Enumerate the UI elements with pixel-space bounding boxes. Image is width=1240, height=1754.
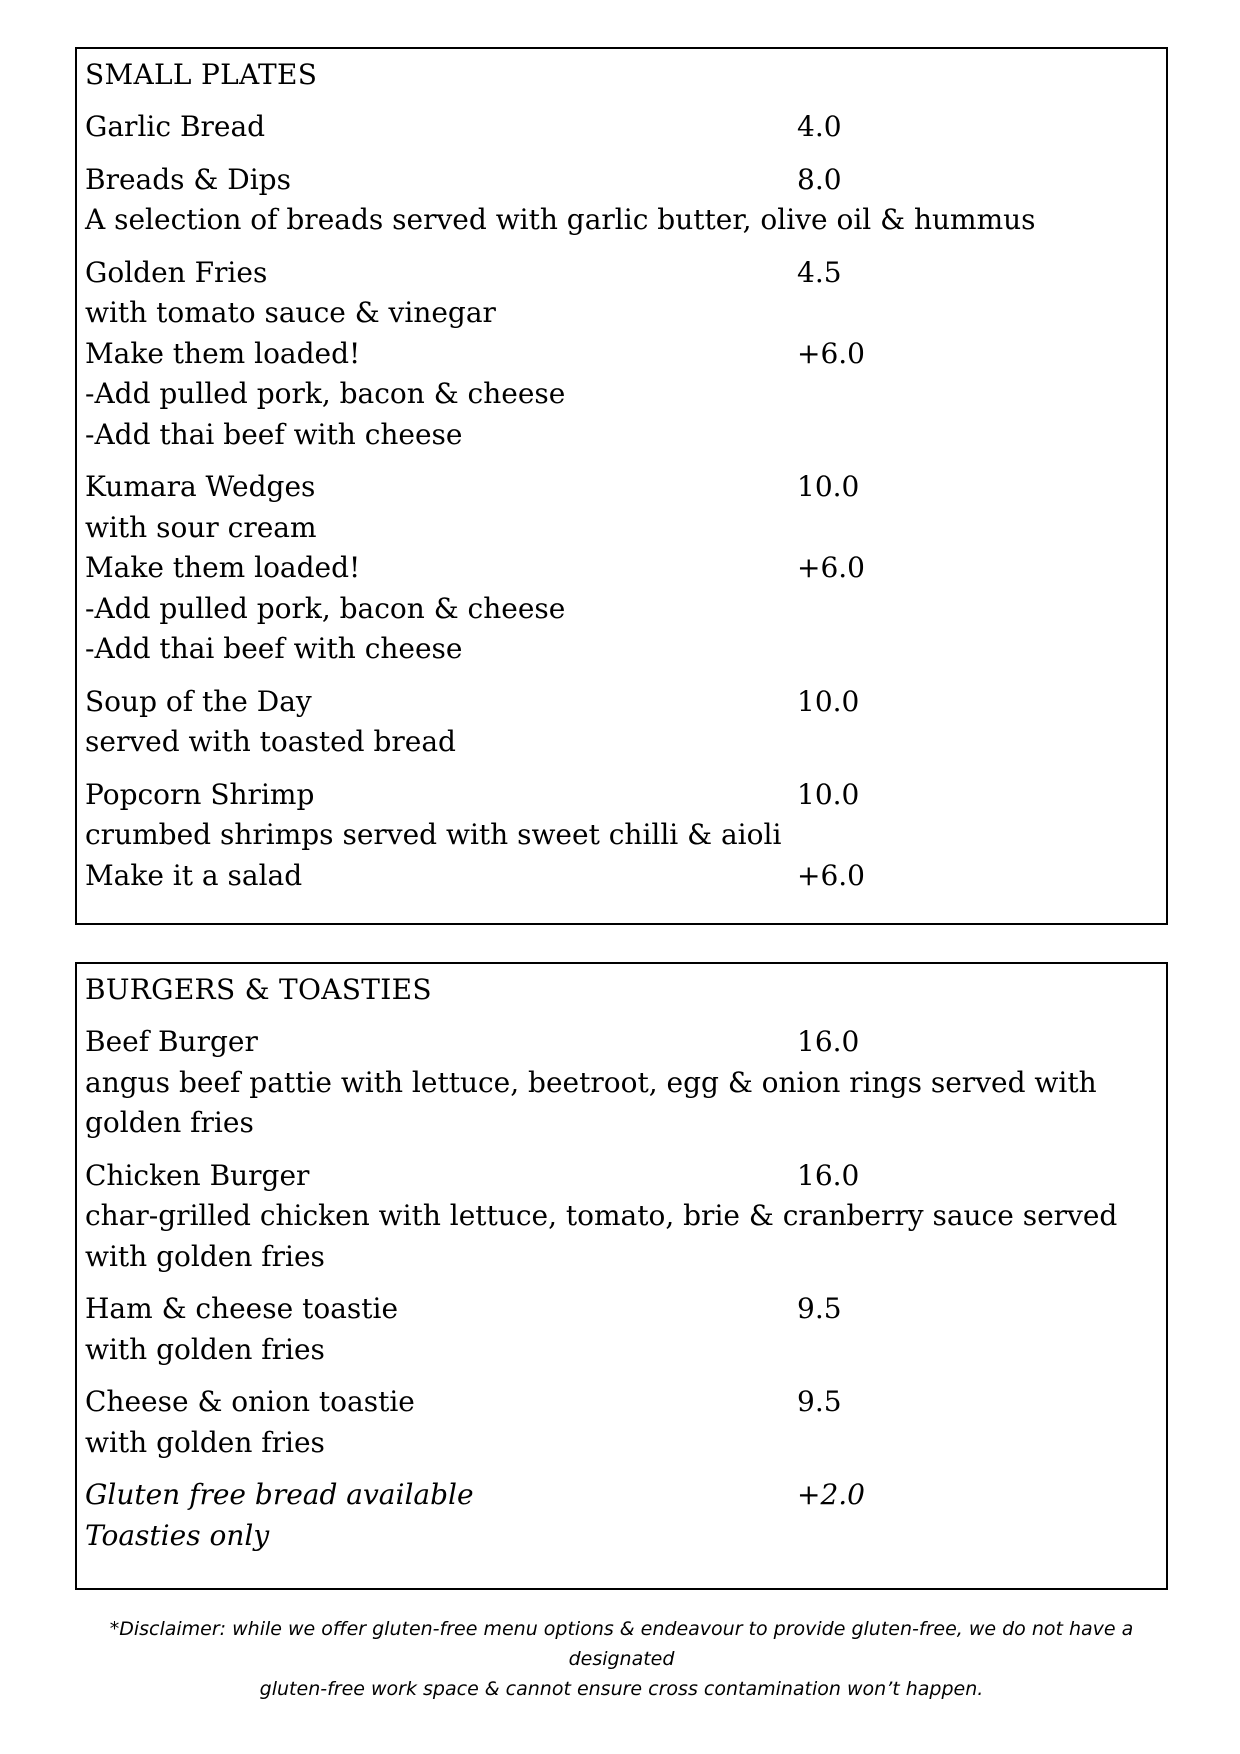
menu-item <box>85 1022 1158 1144</box>
menu-item-text: with golden fries <box>85 1239 325 1273</box>
menu-item-text: -Add thai beef with cheese <box>85 632 463 665</box>
menu-item-detail-row <box>85 1423 1158 1464</box>
menu-item-text: with golden fries <box>85 1332 325 1366</box>
menu-item-name-row <box>85 1289 1158 1330</box>
menu-item-price: 9.5 <box>797 1292 842 1325</box>
menu-item <box>85 1156 1158 1278</box>
small-plates-section <box>75 47 1168 925</box>
menu-item-text: Breads & Dips <box>85 162 291 196</box>
menu-item-text: Chicken Burger <box>85 1158 310 1192</box>
menu-item-detail-row <box>85 856 1158 897</box>
menu-item-list <box>85 1022 1158 1463</box>
menu-item-text: Ham & cheese toastie <box>85 1292 399 1325</box>
menu-item-text: with golden fries <box>85 1425 325 1459</box>
menu-item-price: 10.0 <box>797 684 860 718</box>
menu-item-detail-row <box>85 374 1158 415</box>
menu-item-detail-row <box>85 293 1158 334</box>
menu-item-name-row <box>85 253 1158 294</box>
menu-item-name-row <box>85 160 1158 201</box>
menu-item-detail-row <box>85 1063 1158 1104</box>
menu-item-text: -Add pulled pork, bacon & cheese <box>85 377 566 410</box>
menu-item-price: 16.0 <box>797 1158 860 1192</box>
menu-item-text: Gluten free bread available <box>85 1478 474 1511</box>
menu-item-detail-row <box>85 548 1158 589</box>
disclaimer-line: *Disclaimer: while we offer gluten-free menu options & endeavour to provide gluten-free, we do not have a designated <box>109 1618 1134 1670</box>
menu-item-name-row <box>85 467 1158 508</box>
gluten-free-note <box>85 1475 1158 1556</box>
menu-item <box>85 682 1158 763</box>
menu-item-price: +6.0 <box>797 336 865 370</box>
menu-item-text: Soup of the Day <box>85 684 312 718</box>
menu-item <box>85 1289 1158 1370</box>
menu-item-name-row <box>85 1382 1158 1423</box>
menu-item-text: Popcorn Shrimp <box>85 777 315 811</box>
menu-item-price: 10.0 <box>797 470 860 503</box>
section-heading: BURGERS & TOASTIES <box>85 973 432 1006</box>
menu-item-text: served with toasted bread <box>85 725 456 758</box>
menu-item-text: angus beef pattie with lettuce, beetroot, egg & onion rings served with <box>85 1065 1097 1099</box>
menu-item-text: with sour cream <box>85 510 317 544</box>
disclaimer-line: gluten-free work space & cannot ensure cross contamination won’t happen. <box>259 1678 984 1700</box>
menu-item <box>85 253 1158 456</box>
menu-item-name-row <box>85 1022 1158 1063</box>
menu-item-text: Toasties only <box>85 1518 270 1552</box>
menu-item-name-row <box>85 682 1158 723</box>
burgers-toasties-section <box>75 962 1168 1590</box>
menu-item-price: 8.0 <box>797 162 842 196</box>
menu-item-detail-row <box>85 589 1158 630</box>
menu-item-text: Make it a salad <box>85 858 303 892</box>
menu-item-text: golden fries <box>85 1106 254 1139</box>
menu-item-detail-row <box>85 415 1158 456</box>
menu-item-text: with tomato sauce & vinegar <box>85 296 496 329</box>
menu-item-detail-row <box>85 629 1158 670</box>
menu-item-detail-row <box>85 508 1158 549</box>
menu-item <box>85 775 1158 897</box>
menu-item <box>85 467 1158 670</box>
menu-item-name-row <box>85 775 1158 816</box>
menu-item <box>85 160 1158 241</box>
menu-item-detail-row <box>85 1516 1158 1557</box>
menu-item-text: crumbed shrimps served with sweet chilli & aioli <box>85 818 782 851</box>
menu-item-text: -Add thai beef with cheese <box>85 417 463 451</box>
menu-item-price: 4.5 <box>797 255 842 289</box>
menu-item-detail-row <box>85 815 1158 856</box>
menu-item-price: 4.0 <box>797 110 842 143</box>
menu-item-list <box>85 107 1158 896</box>
menu-item-text: -Add pulled pork, bacon & cheese <box>85 591 566 625</box>
menu-item-detail-row <box>85 1196 1158 1237</box>
menu-item-detail-row <box>85 1330 1158 1371</box>
menu-item-detail-row <box>85 722 1158 763</box>
menu-item-price: +6.0 <box>797 551 865 584</box>
menu-item-price: 9.5 <box>797 1385 842 1418</box>
menu-item-price: +6.0 <box>797 858 865 892</box>
menu-item-detail-row <box>85 1103 1158 1144</box>
disclaimer <box>75 1614 1168 1704</box>
menu-item-price: +2.0 <box>797 1478 865 1511</box>
menu-item-detail-row <box>85 1237 1158 1278</box>
section-heading: SMALL PLATES <box>85 58 318 91</box>
menu-item <box>85 1382 1158 1463</box>
menu-item-detail-row <box>85 334 1158 375</box>
menu-item-text: Make them loaded! <box>85 551 361 584</box>
menu-item-text: Cheese & onion toastie <box>85 1385 415 1418</box>
menu-item-text: char-grilled chicken with lettuce, tomato, brie & cranberry sauce served <box>85 1199 1118 1232</box>
menu-item-name-row <box>85 1475 1158 1516</box>
menu-item-text: Beef Burger <box>85 1025 258 1058</box>
menu-item-text: A selection of breads served with garlic butter, olive oil & hummus <box>85 203 1036 236</box>
menu-item-text: Kumara Wedges <box>85 470 316 503</box>
menu-item <box>85 107 1158 148</box>
menu-item-name-row <box>85 1156 1158 1197</box>
menu-item-name-row <box>85 107 1158 148</box>
menu-item-text: Golden Fries <box>85 255 268 289</box>
menu-item-text: Make them loaded! <box>85 336 361 370</box>
menu-item-price: 16.0 <box>797 1025 860 1058</box>
menu-item-detail-row <box>85 200 1158 241</box>
menu-item-text: Garlic Bread <box>85 110 266 143</box>
menu-item-price: 10.0 <box>797 777 860 811</box>
